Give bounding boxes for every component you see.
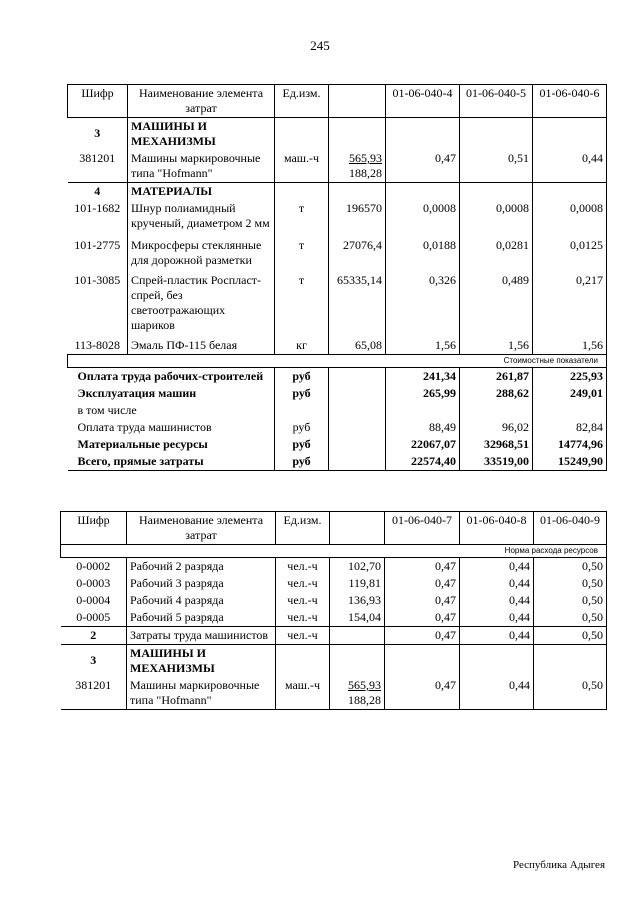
row-code: 0-0004 <box>76 593 111 607</box>
row-unit: кг <box>275 334 329 355</box>
row-value-2: 0,44 <box>460 627 534 645</box>
row-value-2: 0,44 <box>460 609 534 627</box>
header-price <box>330 512 385 545</box>
row-name: Машины маркировочные типа "Hofmann" <box>128 150 275 183</box>
section-row <box>68 183 607 201</box>
cost-unit: руб <box>275 419 329 436</box>
header-code: Шифр <box>68 85 128 118</box>
row-value-2: 0,51 <box>460 150 533 183</box>
section-row <box>68 118 607 151</box>
cost-indicators-caption: Стоимостные показатели <box>68 355 607 368</box>
row-value-1: 0,47 <box>385 609 460 627</box>
table-row <box>61 609 607 627</box>
cost-row <box>68 436 607 453</box>
price-bottom: 188,28 <box>348 693 381 707</box>
cost-value-3: 249,01 <box>533 385 607 402</box>
row-price: 196570 <box>329 200 386 232</box>
row-code: 113-8028 <box>74 338 121 352</box>
cost-unit: руб <box>275 453 329 471</box>
row-name: Рабочий 2 разряда <box>127 558 276 576</box>
cost-name: Всего, прямые затраты <box>68 453 275 471</box>
table-row <box>68 269 607 334</box>
section-title: МАШИНЫ И МЕХАНИЗМЫ <box>128 118 275 151</box>
table-row <box>68 334 607 355</box>
row-name: Рабочий 5 разряда <box>127 609 276 627</box>
row-code: 101-1682 <box>74 201 121 215</box>
table-row <box>61 575 607 592</box>
row-value-1: 0,47 <box>385 677 460 710</box>
price-top: 565,93 <box>349 151 382 165</box>
cost-value-2: 96,02 <box>460 419 533 436</box>
cost-value-3: 15249,90 <box>533 453 607 471</box>
header-name: Наименование элемента затрат <box>128 85 275 118</box>
row-price: 27076,4 <box>329 232 386 269</box>
row-unit: маш.-ч <box>276 677 330 710</box>
cost-value-2: 288,62 <box>460 385 533 402</box>
cost-name: Оплата труда рабочих-строителей <box>77 369 264 383</box>
header-col-3: 01-06-040-6 <box>533 85 607 118</box>
cost-name: Эксплуатация машин <box>77 386 197 400</box>
section-row <box>61 645 607 678</box>
table-row <box>68 150 607 183</box>
cost-name: Оплата труда машинистов <box>77 420 212 434</box>
row-value-2: 0,0281 <box>460 232 533 269</box>
row-value-1: 1,56 <box>386 334 460 355</box>
cost-value-2 <box>460 402 533 419</box>
cost-value-2: 32968,51 <box>460 436 533 453</box>
cost-value-3: 14774,96 <box>533 436 607 453</box>
row-value-3: 0,50 <box>534 558 607 576</box>
section-number: 4 <box>68 183 128 201</box>
resource-norm-caption: Норма расхода ресурсов <box>61 545 607 558</box>
section-number: 3 <box>61 645 127 678</box>
table-row <box>68 232 607 269</box>
cost-table-2 <box>60 511 607 710</box>
row-value-3: 0,50 <box>534 627 607 645</box>
caption-row <box>68 355 607 368</box>
table-row <box>61 677 607 710</box>
header-col-2: 01-06-040-5 <box>460 85 533 118</box>
row-value-1: 0,0008 <box>386 200 460 232</box>
row-value-3: 1,56 <box>533 334 607 355</box>
row-unit: чел.-ч <box>276 627 330 645</box>
header-unit: Ед.изм. <box>275 85 329 118</box>
cost-value-1: 88,49 <box>386 419 460 436</box>
section-number: 3 <box>94 126 101 140</box>
price-bottom: 188,28 <box>349 166 382 180</box>
row-unit: маш.-ч <box>275 150 329 183</box>
cost-value-3 <box>533 402 607 419</box>
row-price <box>330 677 385 710</box>
row-unit: т <box>275 269 329 334</box>
row-unit: т <box>275 200 329 232</box>
price-top: 565,93 <box>348 678 381 692</box>
table-row <box>68 200 607 232</box>
cost-value-1: 241,34 <box>386 368 460 386</box>
row-price: 119,81 <box>330 575 385 592</box>
row-value-3: 0,0125 <box>533 232 607 269</box>
header-name: Наименование элемента затрат <box>127 512 276 545</box>
row-unit: чел.-ч <box>276 558 330 576</box>
row-value-1: 0,47 <box>386 150 460 183</box>
cost-value-3: 225,93 <box>533 368 607 386</box>
section-title: Затраты труда машинистов <box>127 627 276 645</box>
row-price: 136,93 <box>330 592 385 609</box>
row-price: 65,08 <box>329 334 386 355</box>
row-price: 154,04 <box>330 609 385 627</box>
row-value-2: 1,56 <box>460 334 533 355</box>
row-value-1: 0,47 <box>385 575 460 592</box>
header-code: Шифр <box>61 512 127 545</box>
cost-row <box>68 385 607 402</box>
row-value-1: 0,47 <box>385 592 460 609</box>
row-code: 101-3085 <box>74 273 121 287</box>
row-name: Микросферы стеклянные для дорожной разметки <box>128 232 275 269</box>
cost-value-2: 33519,00 <box>460 453 533 471</box>
cost-row <box>68 453 607 471</box>
row-code: 0-0005 <box>76 610 111 624</box>
table-row <box>61 592 607 609</box>
row-name: Спрей-пластик Роспласт-спрей, без светоотражающих шариков <box>128 269 275 334</box>
cost-unit: руб <box>275 436 329 453</box>
row-price <box>329 150 386 183</box>
table-row <box>61 558 607 576</box>
row-name: Машины маркировочные типа "Hofmann" <box>127 677 276 710</box>
row-value-2: 0,489 <box>460 269 533 334</box>
row-value-2: 0,44 <box>460 558 534 576</box>
row-code: 101-2775 <box>74 238 121 252</box>
cost-unit: руб <box>275 385 329 402</box>
row-value-2: 0,44 <box>460 592 534 609</box>
header-col-1: 01-06-040-7 <box>385 512 460 545</box>
row-value-1: 0,47 <box>385 627 460 645</box>
header-col-3: 01-06-040-9 <box>534 512 607 545</box>
header-col-1: 01-06-040-4 <box>386 85 460 118</box>
row-value-2: 0,44 <box>460 575 534 592</box>
row-code: 0-0002 <box>76 559 111 573</box>
row-value-3: 0,50 <box>534 609 607 627</box>
row-value-3: 0,50 <box>534 592 607 609</box>
row-code: 381201 <box>79 151 116 165</box>
cost-row <box>68 368 607 386</box>
cost-value-1: 22067,07 <box>386 436 460 453</box>
cost-value-2: 261,87 <box>460 368 533 386</box>
header-unit: Ед.изм. <box>276 512 330 545</box>
cost-row <box>68 402 607 419</box>
row-unit: чел.-ч <box>276 592 330 609</box>
row-value-3: 0,50 <box>534 575 607 592</box>
table-header <box>68 85 607 118</box>
cost-name: Материальные ресурсы <box>77 437 208 451</box>
row-value-3: 0,0008 <box>533 200 607 232</box>
row-price: 65335,14 <box>329 269 386 334</box>
table-header <box>61 512 607 545</box>
row-value-1: 0,47 <box>385 558 460 576</box>
row-price: 102,70 <box>330 558 385 576</box>
row-unit: чел.-ч <box>276 575 330 592</box>
cost-unit <box>275 402 329 419</box>
row-name: Рабочий 3 разряда <box>127 575 276 592</box>
cost-value-1: 265,99 <box>386 385 460 402</box>
caption-row <box>61 545 607 558</box>
section-row <box>61 627 607 645</box>
row-code: 381201 <box>61 677 127 710</box>
cost-table-1 <box>67 84 607 471</box>
cost-value-3: 82,84 <box>533 419 607 436</box>
row-unit: т <box>275 232 329 269</box>
row-value-2: 0,44 <box>460 677 534 710</box>
row-code: 0-0003 <box>76 576 111 590</box>
cost-unit: руб <box>275 368 329 386</box>
row-name: Шнур полиамидный крученый, диаметром 2 мм <box>128 200 275 232</box>
cost-name: в том числе <box>77 403 137 417</box>
row-unit: чел.-ч <box>276 609 330 627</box>
header-col-2: 01-06-040-8 <box>460 512 534 545</box>
row-name: Эмаль ПФ-115 белая <box>128 334 275 355</box>
cost-value-1 <box>386 402 460 419</box>
section-title: МАТЕРИАЛЫ <box>128 183 275 201</box>
row-value-3: 0,44 <box>533 150 607 183</box>
cost-value-1: 22574,40 <box>386 453 460 471</box>
header-price <box>329 85 386 118</box>
row-value-2: 0,0008 <box>460 200 533 232</box>
row-value-1: 0,326 <box>386 269 460 334</box>
section-title: МАШИНЫ И МЕХАНИЗМЫ <box>127 645 276 678</box>
section-number: 2 <box>61 627 127 645</box>
cost-row <box>68 419 607 436</box>
page-number: 245 <box>310 38 330 53</box>
row-name: Рабочий 4 разряда <box>127 592 276 609</box>
row-value-1: 0,0188 <box>386 232 460 269</box>
row-value-3: 0,50 <box>534 677 607 710</box>
footer-region: Республика Адыгея <box>513 859 606 871</box>
row-value-3: 0,217 <box>533 269 607 334</box>
